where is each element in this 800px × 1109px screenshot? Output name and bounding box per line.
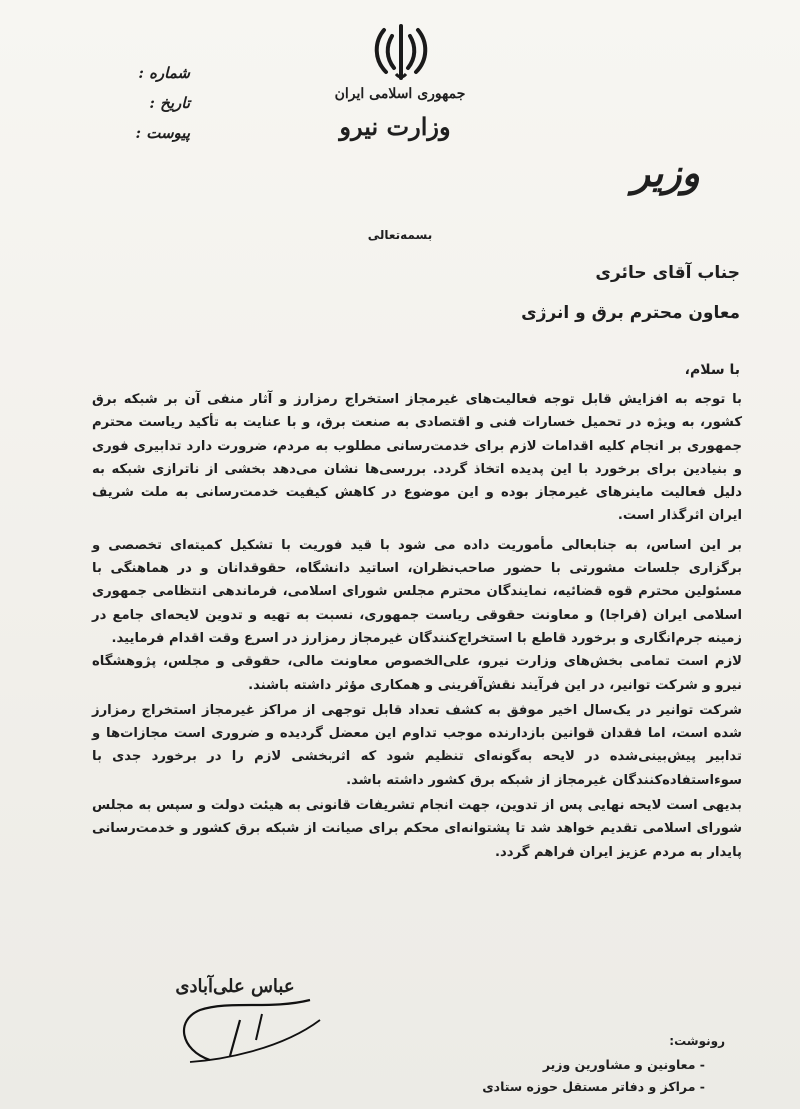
header-fields <box>110 58 190 148</box>
addressee: جناب آقای حائری <box>595 263 740 283</box>
cc-item: - معاونین و مشاورین وزیر <box>482 1054 705 1076</box>
body-paragraph: لازم است تمامی بخش‌های وزارت نیرو، علی‌الخصوص معاونت مالی، حقوقی و مجلس، پژوهشگاه نیرو و شرکت توانیر، در این فرآیند نقش‌آفرینی و همکاری مؤثر داشته باشند. <box>92 654 742 693</box>
body-paragraph: با توجه به افزایش قابل توجه فعالیت‌های غیرمجاز استخراج رمزارز و آثار منفی آن بر شبکه برق کشور، به ویژه در تحمیل خسارات فنی و اقتصادی به صنعت برق، و با عنایت به تأکید ریاست محترم جمهوری بر انجام کلیه اقدامات لازم برای خدمت‌رسانی مطلوب به مردم، ضرورت دارد تدابیری فوری و بنیادین برای برخورد با این پدیده اتخاذ گردد. بررسی‌ها نشان می‌دهد بخشی از ناترازی شبکه به دلیل فعالیت ماینرهای غیرمجاز بوده و این موضوع در کاهش کیفیت خدمت‌رسانی به ملت شریف ایران اثرگذار است. <box>92 392 742 524</box>
minister-title: وزیر <box>631 150 700 195</box>
letter-body <box>92 388 742 864</box>
signature-icon <box>160 990 330 1070</box>
greeting: با سلام، <box>684 362 740 378</box>
bismillah: بسمه‌تعالی <box>367 228 433 242</box>
body-paragraph: بر این اساس، به جنابعالی مأموریت داده می شود با قید فوریت با تشکیل کمیته‌ای تخصصی و برگزاری جلسات مشورتی با حضور صاحب‌نظران، اساتید دانشگاه، حقوقدانان و در هماهنگی با مسئولین محترم قوه قضائیه، نمایندگان محترم مجلس شورای اسلامی، فرماندهی انتظامی جمهوری اسلامی ایران (فراجا) و معاونت حقوقی ریاست جمهوری، نسبت به تهیه و تدوین لایحه‌ای جامع در زمینه جرم‌انگاری و برخورد قاطع با استخراج‌کنندگان غیرمجاز رمزارز در اسرع وقت اقدام فرمایید. <box>92 537 742 646</box>
cc-list <box>482 1054 705 1098</box>
date-label: تاریخ : <box>149 94 190 112</box>
addressee-position: معاون محترم برق و انرژی <box>521 303 740 323</box>
attachment-label: پیوست : <box>135 124 190 142</box>
cc-title: رونوشت: <box>669 1034 725 1048</box>
ministry-name: وزارت نیرو <box>339 112 451 141</box>
cc-item: - مراکز و دفاتر مستقل حوزه ستادی <box>482 1076 705 1098</box>
number-label: شماره : <box>138 64 190 82</box>
iran-emblem-icon <box>370 22 432 82</box>
signatory-name: عباس علی‌آبادی <box>175 976 295 997</box>
country-name: جمهوری اسلامی ایران <box>334 86 466 102</box>
body-paragraph: شرکت توانیر در یک‌سال اخیر موفق به کشف تعداد قابل توجهی از مراکز غیرمجاز استخراج رمزارز شده است، اما فقدان قوانین بازدارنده موجب تداوم این معضل گردیده و ضروری است مجازات‌ها و تدابیر پیش‌بینی‌شده در لایحه به‌گونه‌ای تنظیم شود که اثربخشی لازم را در برخورد جدی با سوءاستفاده‌کنندگان غیرمجاز از شبکه برق کشور داشته باشد. <box>92 702 742 788</box>
body-paragraph: بدیهی است لایحه نهایی پس از تدوین، جهت انجام تشریفات قانونی به هیئت دولت و سپس به مجلس شورای اسلامی تقدیم خواهد شد تا پشتوانه‌ای محکم برای صیانت از شبکه برق کشور و خدمت‌رسانی پایدار به مردم عزیز ایران فراهم گردد. <box>92 798 742 860</box>
